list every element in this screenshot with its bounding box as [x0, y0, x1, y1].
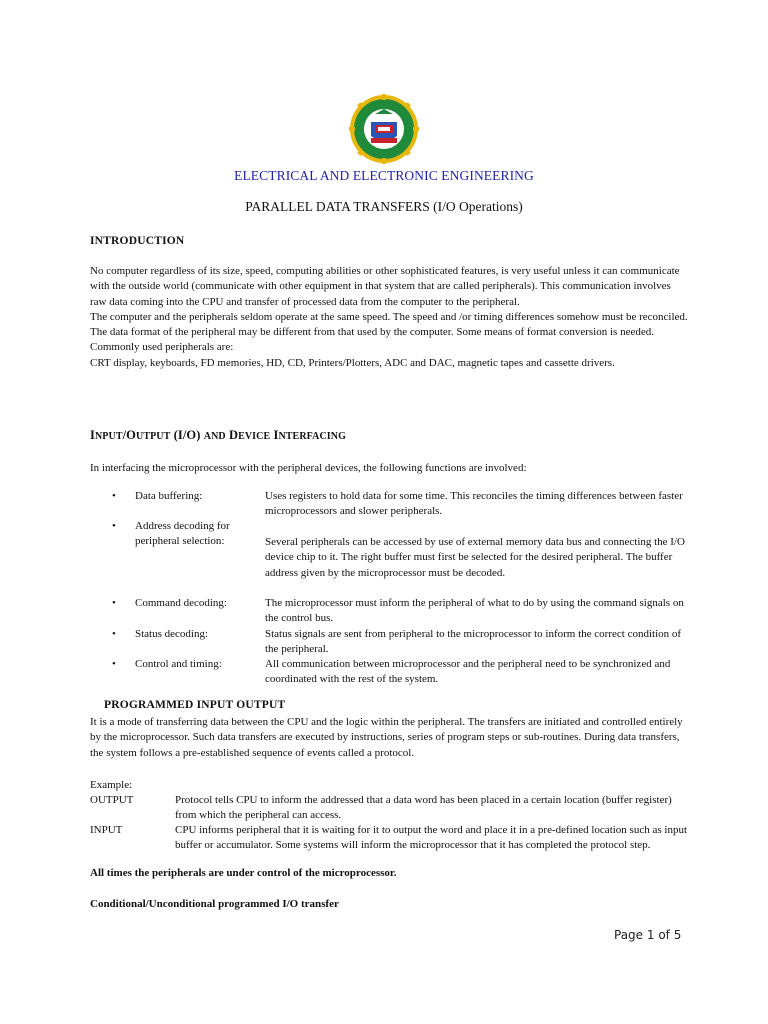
introduction-heading: INTRODUCTION — [90, 235, 185, 247]
programmed-io-paragraph: It is a mode of transferring data between the CPU and the logic within the peripheral. The transfers are initiated and controlled entirely by the microprocessor. Such data transfers are executed by instructions, series of program steps or sub-routines. During data transfers, the system follows a pre-established sequence of events called a protocol. — [90, 716, 683, 759]
intro-paragraph-3: Commonly used peripherals are: — [90, 341, 234, 354]
conditional-transfer-subheading: Conditional/Unconditional programmed I/O transfer — [90, 898, 339, 910]
function-description: Uses registers to hold data for some time. This reconciles the timing differences between faster microprocessors and slower peripherals. — [265, 490, 683, 518]
example-term-input: INPUT — [90, 824, 123, 836]
organization-title: ELECTRICAL AND ELECTRONIC ENGINEERING — [234, 168, 534, 183]
example-description-input: CPU informs peripheral that it is waiting for it to output the word and place it in a pre-defined location such as input buffer or accumulator. Some systems will inform the microprocessor that it has completed the protocol step. — [175, 824, 687, 852]
document-title: PARALLEL DATA TRANSFERS (I/O Operations) — [245, 199, 523, 214]
page-number: Page 1 of 5 — [614, 928, 682, 942]
function-label: Address decoding for peripheral selection: — [135, 520, 230, 548]
example-term-output: OUTPUT — [90, 794, 134, 806]
example-label: Example: — [90, 779, 133, 791]
bullet-icon: • — [112, 597, 116, 609]
io-interfacing-heading: INPUT/OUTPUT (I/O) AND DEVICE INTERFACING — [90, 428, 346, 442]
bullet-icon: • — [112, 628, 116, 640]
function-description: Status signals are sent from peripheral to the microprocessor to inform the correct condition of the peripheral. — [265, 628, 682, 656]
function-label: Data buffering: — [135, 490, 203, 502]
function-description: Several peripherals can be accessed by use of external memory data bus and connecting the I/O device chip to it. The right buffer must first be selected for the desired peripheral. The buffer address given by the microprocessor must be decoded. — [265, 536, 685, 579]
introduction-body — [90, 264, 690, 371]
intro-paragraph-4: CRT display, keyboards, FD memories, HD, CD, Printers/Plotters, ADC and DAC, magnetic tapes and cassette drivers. — [90, 356, 615, 369]
programmed-io-heading: PROGRAMMED INPUT OUTPUT — [104, 699, 286, 711]
university-logo-icon — [349, 94, 419, 164]
function-description: All communication between microprocessor and the peripheral need to be synchronized and coordinated with the rest of the system. — [265, 658, 671, 686]
bullet-icon: • — [112, 490, 116, 502]
bullet-icon: • — [112, 658, 116, 670]
intro-paragraph-2: The computer and the peripherals seldom operate at the same speed. The speed and /or timing differences somehow must be reconciled. The data format of the peripheral may be different from that used by the computer. Some means of format conversion is needed. — [90, 310, 688, 339]
bullet-icon: • — [112, 520, 116, 532]
function-description: The microprocessor must inform the peripheral of what to do by using the command signals on the control bus. — [265, 597, 684, 625]
example-description-output: Protocol tells CPU to inform the addressed that a data word has been placed in a certain location (buffer register) from which the peripheral can access. — [175, 794, 672, 822]
function-label: Command decoding: — [135, 597, 227, 609]
io-intro-text: In interfacing the microprocessor with the peripheral devices, the following functions are involved: — [90, 462, 527, 474]
control-note: All times the peripherals are under control of the microprocessor. — [90, 867, 397, 879]
intro-paragraph-1: No computer regardless of its size, speed, computing abilities or other sophisticated features, is very useful unless it can communicate with the outside world (communicate with other equipment in that system that are called peripherals). This communication involves raw data coming into the CPU and transfer of processed data from the computer to the peripheral. — [90, 265, 680, 308]
function-label: Control and timing: — [135, 658, 222, 670]
function-label: Status decoding: — [135, 628, 209, 640]
